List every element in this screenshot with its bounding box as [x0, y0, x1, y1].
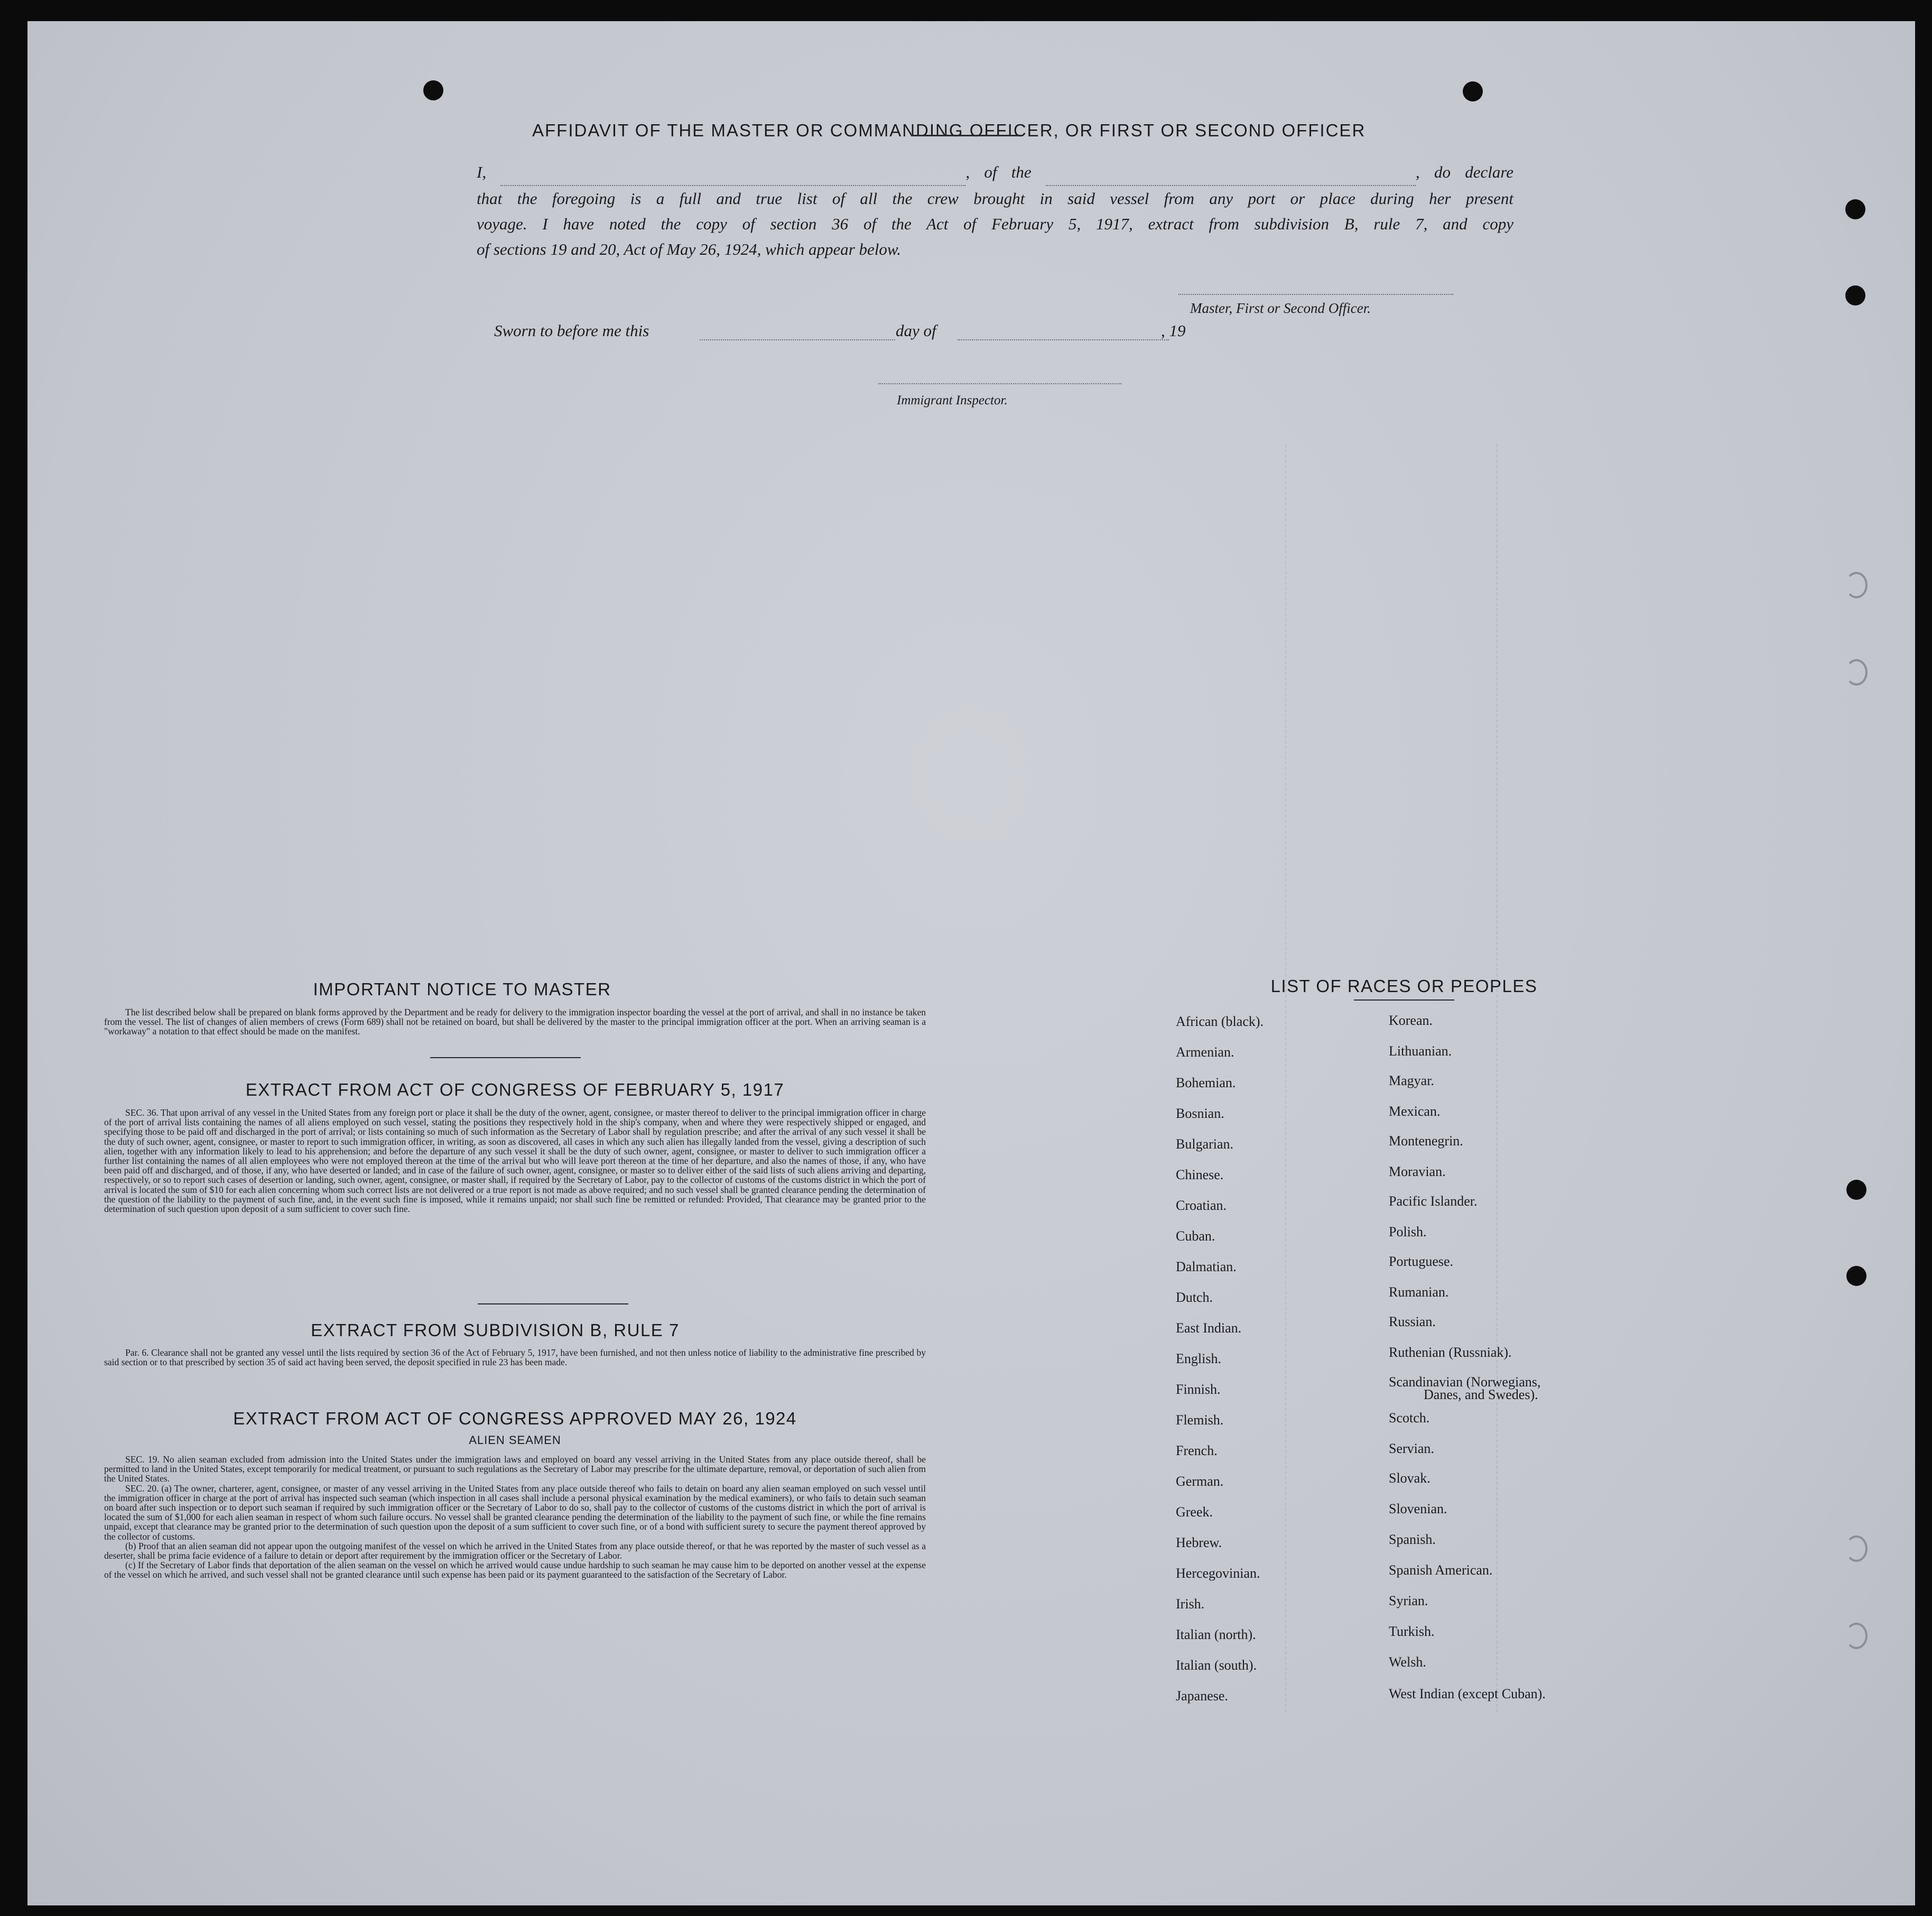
race-item: Portuguese.	[1389, 1254, 1454, 1269]
race-item: Montenegrin.	[1389, 1133, 1463, 1149]
race-item: Korean.	[1389, 1013, 1433, 1028]
race-item: Dutch.	[1176, 1290, 1213, 1305]
signature-caption: Master, First or Second Officer.	[1190, 300, 1371, 316]
race-item: Russian.	[1389, 1314, 1436, 1329]
race-item: Mexican.	[1389, 1104, 1441, 1119]
extract-rule7-title: EXTRACT FROM SUBDIVISION B, RULE 7	[311, 1320, 680, 1340]
notice-text: The list described below shall be prepared on blank forms approved by the Department and be ready for delivery to the immigration inspector boarding the vessel at the port of arrival, and shall in no instance be taken from the vessel. The list of changes of alien members of crews (Form 689) shall not be retained on board, but shall be delivered by the master to the principal immigration officer at the port. When an arriving seaman is a "workaway" a notation to that effect should be made on the manifest.	[104, 1007, 926, 1037]
race-item: Scotch.	[1389, 1410, 1430, 1426]
section-divider	[478, 1303, 628, 1304]
race-item: Bosnian.	[1176, 1106, 1224, 1121]
race-item: Hercegovinian.	[1176, 1566, 1260, 1581]
affidavit-title: AFFIDAVIT OF THE MASTER OR COMMANDING OFFICER, OR FIRST OR SECOND OFFICER	[532, 121, 1366, 140]
sworn-day-field[interactable]	[700, 321, 895, 340]
race-item: Ruthenian (Russniak).	[1389, 1345, 1512, 1360]
section-19-paragraph: SEC. 19. No alien seaman excluded from admission into the United States under the immigration laws and employed on board any vessel arriving in the United States from any place outside thereof, shall be permitted to land in the United States, except temporarily for medical treatment, or pursuant to such regulations as the Secretary of Labor may prescribe for the ultimate departure, removal, or deportation of such alien from the United States.	[104, 1454, 926, 1484]
sworn-month-field[interactable]	[958, 321, 1169, 340]
race-item: Magyar.	[1389, 1073, 1434, 1088]
bleed-through-marks	[1497, 444, 1772, 1713]
declarant-name-field[interactable]	[500, 160, 965, 186]
race-item: French.	[1176, 1443, 1218, 1458]
declaration-line: voyage. I have noted the copy of section 36 of the Act of February 5, 1917, extract from subdivision B, rule 7, and copy	[477, 215, 1513, 233]
binder-ring-mark	[1845, 659, 1868, 686]
race-item: Chinese.	[1176, 1167, 1224, 1182]
race-item: Italian (south).	[1176, 1658, 1257, 1673]
race-item: Irish.	[1176, 1596, 1205, 1612]
sworn-label: Sworn to before me this	[494, 321, 649, 340]
races-title: LIST OF RACES OR PEOPLES	[1270, 976, 1538, 996]
race-item: English.	[1176, 1351, 1221, 1366]
race-item: Pacific Islander.	[1389, 1193, 1478, 1209]
do-declare-label: , do declare	[1415, 163, 1514, 181]
race-item: Lithuanian.	[1389, 1043, 1452, 1059]
section-20a-paragraph: SEC. 20. (a) The owner, charterer, agent, consignee, or master of any vessel arriving in the United States from any place outside thereof who fails to detain on board any alien seaman employed on such vessel until the immigration officer in charge at the port of arrival has inspected such seaman (which inspection in all cases shall include a personal physical examination by the medical examiners), or who fails to detain such seaman on board after such inspection or to deport such seaman if required by such immigration officer or the Secretary of Labor to do so, shall pay to the collector of customs of the customs district in which the port of arrival is located the sum of $1,000 for each alien seaman in respect of whom such failure occurs. No vessel shall be granted clearance pending the determination of the liability to the payment of such fine, or while the fine remains unpaid, except that clearance may be granted prior to the determination of such question upon the deposit of a sum sufficient to cover such fine, or of a bond with sufficient surety to secure the payment thereof approved by the collector of customs.	[104, 1483, 926, 1542]
section-20c-paragraph: (c) If the Secretary of Labor finds that deportation of the alien seaman on the vessel on which he arrived would cause undue hardship to such seaman he may cause him to be deported on another vessel at the expense of the vessel on which he arrived, and such vessel shall not be granted clearance until such expense has been paid or its payment guaranteed to the satisfaction of the Secretary of Labor.	[104, 1560, 926, 1580]
extract-1924-title: EXTRACT FROM ACT OF CONGRESS APPROVED MAY 26, 1924	[233, 1409, 797, 1428]
race-item: Moravian.	[1389, 1164, 1446, 1179]
binder-ring-mark	[1845, 1535, 1868, 1562]
punch-hole-right-1	[1845, 199, 1865, 219]
race-item: Polish.	[1389, 1224, 1427, 1239]
race-item: Slovak.	[1389, 1470, 1431, 1486]
race-item: Armenian.	[1176, 1044, 1234, 1060]
extract-1924-subtitle: ALIEN SEAMEN	[469, 1433, 561, 1447]
punch-hole-top-left	[423, 80, 443, 100]
race-item: Turkish.	[1389, 1624, 1435, 1639]
race-item: Syrian.	[1389, 1593, 1428, 1608]
race-item: East Indian.	[1176, 1320, 1242, 1336]
race-item: Bulgarian.	[1176, 1136, 1234, 1152]
section-20b-paragraph: (b) Proof that an alien seaman did not appear upon the outgoing manifest of the vessel on which he arrived in the United States from any place outside thereof, or that he was reported by the master of such vessel as a deserter, shall be prima facie evidence of a failure to detain or deport after requirement by the immigration officer or the Secretary of Labor.	[104, 1540, 926, 1561]
punch-hole-right-3	[1846, 1180, 1866, 1200]
race-item: Greek.	[1176, 1504, 1213, 1520]
signature-line	[1178, 294, 1453, 295]
race-item: Danes, and Swedes).	[1424, 1387, 1538, 1402]
race-item: Spanish American.	[1389, 1562, 1493, 1578]
declarant-prefix: I,	[477, 163, 487, 181]
affidavit-declaration	[477, 160, 1513, 262]
races-title-underline	[1354, 999, 1454, 1001]
vessel-name-field[interactable]	[1046, 160, 1416, 186]
extract-1917-title: EXTRACT FROM ACT OF CONGRESS OF FEBRUARY 5, 1917	[245, 1080, 785, 1099]
punch-hole-right-2	[1845, 285, 1865, 306]
race-item: Italian (north).	[1176, 1627, 1256, 1642]
document-page	[27, 21, 1915, 1905]
extract-1924-text	[104, 1455, 926, 1580]
race-item: Cuban.	[1176, 1228, 1215, 1244]
race-item: Welsh.	[1389, 1654, 1426, 1670]
race-item: Slovenian.	[1389, 1501, 1447, 1516]
day-of-label: day of	[896, 321, 936, 340]
race-item: Rumanian.	[1389, 1284, 1449, 1300]
declaration-line: of sections 19 and 20, Act of May 26, 1924, which appear below.	[477, 240, 902, 258]
race-item: German.	[1176, 1474, 1224, 1489]
inspector-signature-line	[878, 383, 1121, 384]
race-item: Finnish.	[1176, 1382, 1221, 1397]
race-item: Croatian.	[1176, 1198, 1227, 1213]
race-item: West Indian (except Cuban).	[1389, 1686, 1546, 1701]
notice-title: IMPORTANT NOTICE TO MASTER	[313, 979, 611, 999]
declaration-first-line	[477, 160, 1513, 186]
extract-rule7-text: Par. 6. Clearance shall not be granted any vessel until the lists required by section 36 of the Act of February 5, 1917, have been furnished, and not then unless notice of liability to the administrative fine prescribed by said section or to that prescribed by section 35 of said act having been served, the deposit specified in rule 23 has been made.	[104, 1347, 926, 1368]
race-item: Flemish.	[1176, 1412, 1224, 1428]
title-underline	[911, 135, 1023, 136]
race-item: Scandinavian (Norwegians,	[1389, 1374, 1541, 1390]
race-item: Bohemian.	[1176, 1075, 1236, 1090]
extract-1917-text: SEC. 36. That upon arrival of any vessel in the United States from any foreign port or place it shall be the duty of the owner, agent, consignee, or master thereof to deliver to the principal immigration officer in charge of the port of arrival lists containing the names of all aliens employed on such vessel, stating the positions they respectively hold in the ship's company, when and where they were respectively shipped or engaged, and specifying those to be paid off and discharged in the port of arrival; or lists containing so much of such information as the Secretary of Labor shall by regulation prescribe; and after the arrival of any such vessel it shall be the duty of such owner, agent, consignee, or master to report to such immigration officer, in writing, as soon as discovered, all cases in which any such alien has illegally landed from the vessel, giving a description of such alien, together with any information likely to lead to his apprehension; and before the departure of any such vessel it shall be the duty of such owner, agent, consignee, or master to deliver to such immigration officer a further list containing the names of all alien employees who were not employed thereon at the time of the arrival but who will leave port thereon at the time of her departure, and also the names of those, if any, who have been paid off and discharged, and of those, if any, who have deserted or landed; and in case of the failure of such owner, agent, consignee, or master so to deliver either of the said lists of such aliens arriving and departing, respectively, or so to report such cases of desertion or landing, such owner, agent, consignee, or master shall, if required by the Secretary of Labor, pay to the collector of customs of the customs district in which the port of arrival is located the sum of $10 for each alien concerning whom such correct lists are not delivered or a true report is not made as above required; and no such vessel shall be granted clearance pending the determination of the question of the liability to the payment of such fine, and, in the event such fine is imposed, while it remains unpaid; nor shall such fine be remitted or refunded: Provided, That clearance may be granted prior to the determination of such question upon deposit of a sum sufficient to cover such fine.	[104, 1107, 926, 1215]
race-item: Spanish.	[1389, 1532, 1436, 1547]
declaration-line: that the foregoing is a full and true list of all the crew brought in said vessel from any port or place during her present	[477, 189, 1513, 208]
race-item: Hebrew.	[1176, 1535, 1222, 1550]
of-the-label: , of the	[965, 163, 1032, 181]
race-item: African (black).	[1176, 1014, 1264, 1029]
punch-hole-right-4	[1846, 1266, 1866, 1286]
race-item: Servian.	[1389, 1441, 1434, 1456]
punch-hole-top-right	[1463, 81, 1483, 101]
race-item: Dalmatian.	[1176, 1259, 1237, 1274]
binder-ring-mark	[1845, 1623, 1868, 1649]
binder-ring-mark	[1845, 572, 1868, 598]
section-divider	[430, 1057, 581, 1058]
race-item: Japanese.	[1176, 1688, 1228, 1704]
inspector-caption: Immigrant Inspector.	[897, 393, 1008, 408]
year-label: , 19	[1161, 321, 1186, 340]
